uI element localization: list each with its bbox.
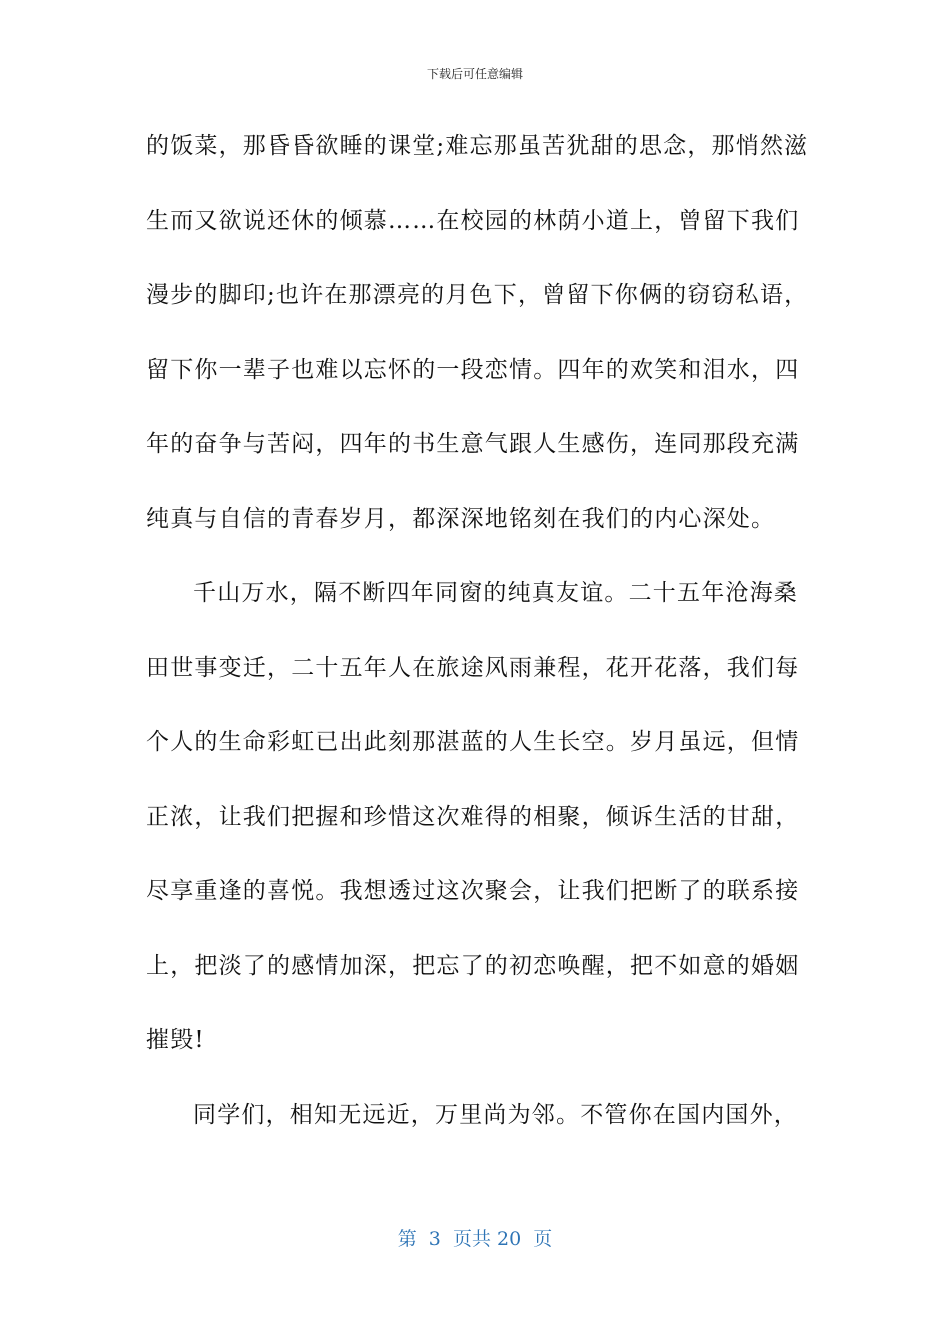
text-line: 漫步的脚印;也许在那漂亮的月色下，曾留下你俩的窃窃私语， xyxy=(146,282,809,308)
text-line: 纯真与自信的青春岁月，都深深地铭刻在我们的内心深处。 xyxy=(146,505,776,532)
text-line: 尽享重逢的喜悦。我想透过这次聚会，让我们把断了的联系接 xyxy=(146,878,800,904)
text-line: 田世事变迁，二十五年人在旅途风雨兼程，花开花落，我们每 xyxy=(146,654,800,681)
text-line: 个人的生命彩虹已出此刻那湛蓝的人生长空。岁月虽远，但情 xyxy=(146,729,800,755)
document-body xyxy=(146,126,826,1169)
text-line: 年的奋争与苦闷，四年的书生意气跟人生感伤，连同那段充满 xyxy=(146,431,800,457)
text-line: 的饭菜，那昏昏欲睡的课堂;难忘那虽苦犹甜的思念，那悄然滋 xyxy=(146,133,809,159)
text-line: 生而又欲说还休的倾慕……在校园的林荫小道上，曾留下我们 xyxy=(146,207,800,234)
text-line: 留下你一辈子也难以忘怀的一段恋情。四年的欢笑和泪水，四 xyxy=(146,356,800,383)
text-line: 摧毁! xyxy=(146,1027,205,1053)
text-line: 上，把淡了的感情加深，把忘了的初恋唤醒，把不如意的婚姻 xyxy=(146,952,800,979)
paragraph-start-line: 同学们，相知无远近，万里尚为邻。不管你在国内国外， xyxy=(193,1101,798,1128)
page-number-footer: 第 3 页共 20 页 xyxy=(397,1228,553,1250)
text-line: 正浓，让我们把握和珍惜这次难得的相聚，倾诉生活的甘甜， xyxy=(146,803,800,830)
paragraph-start-line: 千山万水，隔不断四年同窗的纯真友谊。二十五年沧海桑 xyxy=(193,580,798,606)
page-header: 下载后可任意编辑 xyxy=(426,67,523,81)
